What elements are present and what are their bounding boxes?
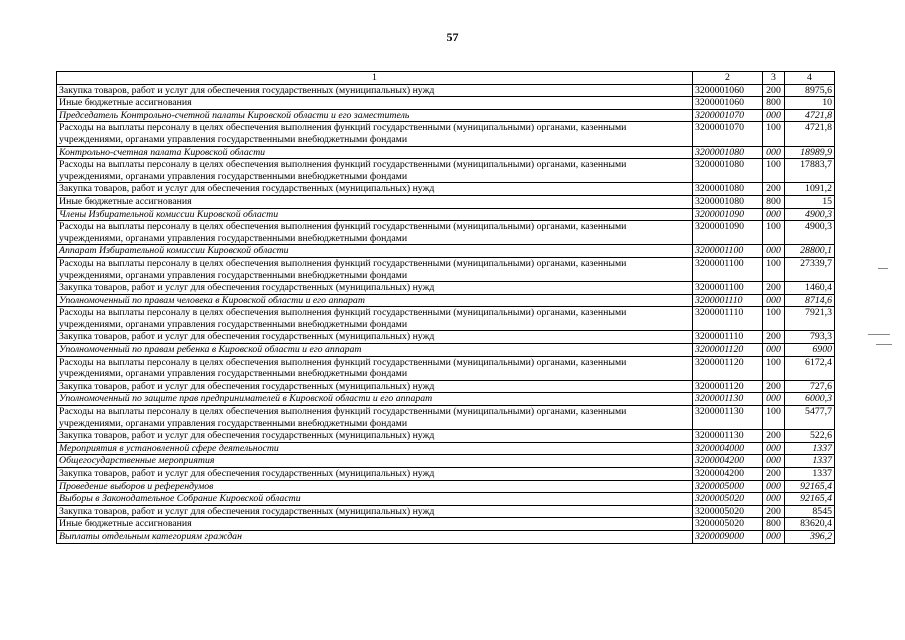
cell-type: 000	[763, 344, 785, 357]
table-row	[57, 493, 835, 506]
table-row	[57, 122, 835, 146]
cell-name: Иные бюджетные ассигнования	[57, 97, 693, 110]
cell-amount: 17883,7	[785, 159, 835, 183]
cell-code: 3200005020	[693, 518, 763, 531]
cell-name: Выплаты отдельным категориям граждан	[57, 530, 693, 543]
cell-name: Расходы на выплаты персоналу в целях обеспечения выполнения функций государственными (муниципальными) органами, казенными учреждениями, органами управления государственными внебюджетными фондами	[57, 257, 693, 281]
cell-code: 3200005020	[693, 493, 763, 506]
cell-name: Проведение выборов и референдумов	[57, 480, 693, 493]
table-row	[57, 307, 835, 331]
cell-amount: 4900,3	[785, 208, 835, 221]
table-row	[57, 331, 835, 344]
cell-type: 100	[763, 307, 785, 331]
cell-amount: 92165,4	[785, 480, 835, 493]
cell-code: 3200001100	[693, 282, 763, 295]
header-cell-code: 2	[693, 72, 763, 85]
table-row	[57, 505, 835, 518]
table-row	[57, 294, 835, 307]
cell-type: 000	[763, 294, 785, 307]
cell-type: 200	[763, 331, 785, 344]
header-cell-type: 3	[763, 72, 785, 85]
cell-code: 3200001070	[693, 109, 763, 122]
table-row	[57, 195, 835, 208]
table-row	[57, 97, 835, 110]
cell-code: 3200001060	[693, 97, 763, 110]
cell-code: 3200001120	[693, 344, 763, 357]
table-row	[57, 406, 835, 430]
cell-code: 3200001110	[693, 307, 763, 331]
cell-type: 100	[763, 406, 785, 430]
cell-amount: 4721,8	[785, 109, 835, 122]
cell-code: 3200001130	[693, 430, 763, 443]
cell-code: 3200001130	[693, 406, 763, 430]
cell-name: Расходы на выплаты персоналу в целях обеспечения выполнения функций государственными (муниципальными) органами, казенными учреждениями, органами управления государственными внебюджетными фондами	[57, 406, 693, 430]
cell-code: 3200004000	[693, 442, 763, 455]
cell-amount: 1337	[785, 468, 835, 481]
cell-amount: 15	[785, 195, 835, 208]
cell-amount: 1091,2	[785, 183, 835, 196]
table-row	[57, 518, 835, 531]
table-body	[57, 72, 835, 544]
budget-table	[56, 71, 835, 544]
cell-name: Выборы в Законодательное Собрание Кировской области	[57, 493, 693, 506]
cell-amount: 727,6	[785, 380, 835, 393]
cell-type: 000	[763, 208, 785, 221]
cell-code: 3200005020	[693, 505, 763, 518]
cell-code: 3200001080	[693, 183, 763, 196]
cell-name: Члены Избирательной комиссии Кировской области	[57, 208, 693, 221]
cell-amount: 6172,4	[785, 356, 835, 380]
cell-type: 100	[763, 356, 785, 380]
cell-name: Закупка товаров, работ и услуг для обеспечения государственных (муниципальных) нужд	[57, 380, 693, 393]
cell-amount: 522,6	[785, 430, 835, 443]
cell-name: Расходы на выплаты персоналу в целях обеспечения выполнения функций государственными (муниципальными) органами, казенными учреждениями, органами управления государственными внебюджетными фондами	[57, 307, 693, 331]
cell-type: 800	[763, 518, 785, 531]
table-row	[57, 455, 835, 468]
table-row	[57, 245, 835, 258]
cell-name: Мероприятия в установленной сфере деятельности	[57, 442, 693, 455]
cell-name: Аппарат Избирательной комиссии Кировской области	[57, 245, 693, 258]
cell-code: 3200001120	[693, 380, 763, 393]
cell-name: Расходы на выплаты персоналу в целях обеспечения выполнения функций государственными (муниципальными) органами, казенными учреждениями, органами управления государственными внебюджетными фондами	[57, 221, 693, 245]
cell-code: 3200001120	[693, 356, 763, 380]
cell-name: Закупка товаров, работ и услуг для обеспечения государственных (муниципальных) нужд	[57, 468, 693, 481]
cell-name: Закупка товаров, работ и услуг для обеспечения государственных (муниципальных) нужд	[57, 430, 693, 443]
cell-name: Закупка товаров, работ и услуг для обеспечения государственных (муниципальных) нужд	[57, 183, 693, 196]
table-row	[57, 480, 835, 493]
cell-code: 3200001100	[693, 245, 763, 258]
cell-type: 000	[763, 480, 785, 493]
cell-code: 3200001090	[693, 221, 763, 245]
cell-amount: 793,3	[785, 331, 835, 344]
table-row	[57, 257, 835, 281]
cell-type: 000	[763, 245, 785, 258]
table-row	[57, 221, 835, 245]
cell-amount: 8714,6	[785, 294, 835, 307]
cell-name: Иные бюджетные ассигнования	[57, 518, 693, 531]
cell-code: 3200001100	[693, 257, 763, 281]
cell-code: 3200001070	[693, 122, 763, 146]
table-row	[57, 109, 835, 122]
cell-code: 3200001110	[693, 294, 763, 307]
cell-amount: 1337	[785, 442, 835, 455]
cell-type: 200	[763, 183, 785, 196]
cell-name: Контрольно-счетная палата Кировской области	[57, 146, 693, 159]
cell-name: Расходы на выплаты персоналу в целях обеспечения выполнения функций государственными (муниципальными) органами, казенными учреждениями, органами управления государственными внебюджетными фондами	[57, 122, 693, 146]
cell-name: Уполномоченный по защите прав предпринимателей в Кировской области и его аппарат	[57, 393, 693, 406]
table-row	[57, 430, 835, 443]
cell-type: 100	[763, 122, 785, 146]
table-row	[57, 530, 835, 543]
cell-type: 800	[763, 97, 785, 110]
cell-amount: 6900	[785, 344, 835, 357]
cell-type: 000	[763, 493, 785, 506]
cell-name: Уполномоченный по правам ребенка в Кировской области и его аппарат	[57, 344, 693, 357]
cell-name: Закупка товаров, работ и услуг для обеспечения государственных (муниципальных) нужд	[57, 331, 693, 344]
scan-speck	[878, 268, 888, 269]
scan-speck	[876, 344, 892, 345]
scan-speck	[868, 334, 890, 335]
cell-type: 000	[763, 442, 785, 455]
cell-code: 3200004200	[693, 468, 763, 481]
table-row	[57, 356, 835, 380]
cell-code: 3200009000	[693, 530, 763, 543]
cell-code: 3200001080	[693, 146, 763, 159]
cell-type: 100	[763, 159, 785, 183]
cell-amount: 396,2	[785, 530, 835, 543]
cell-name: Расходы на выплаты персоналу в целях обеспечения выполнения функций государственными (муниципальными) органами, казенными учреждениями, органами управления государственными внебюджетными фондами	[57, 356, 693, 380]
cell-type: 200	[763, 282, 785, 295]
cell-amount: 1337	[785, 455, 835, 468]
table-row	[57, 183, 835, 196]
cell-code: 3200001130	[693, 393, 763, 406]
cell-type: 800	[763, 195, 785, 208]
cell-name: Общегосударственные мероприятия	[57, 455, 693, 468]
table-row	[57, 344, 835, 357]
cell-type: 200	[763, 84, 785, 97]
cell-type: 200	[763, 380, 785, 393]
cell-amount: 1460,4	[785, 282, 835, 295]
cell-name: Закупка товаров, работ и услуг для обеспечения государственных (муниципальных) нужд	[57, 84, 693, 97]
cell-type: 200	[763, 430, 785, 443]
cell-amount: 5477,7	[785, 406, 835, 430]
cell-code: 3200001080	[693, 195, 763, 208]
cell-amount: 27339,7	[785, 257, 835, 281]
cell-code: 3200001080	[693, 159, 763, 183]
cell-name: Уполномоченный по правам человека в Кировской области и его аппарат	[57, 294, 693, 307]
header-cell-name: 1	[57, 72, 693, 85]
cell-name: Закупка товаров, работ и услуг для обеспечения государственных (муниципальных) нужд	[57, 505, 693, 518]
cell-type: 100	[763, 221, 785, 245]
table-row	[57, 468, 835, 481]
cell-code: 3200001090	[693, 208, 763, 221]
cell-amount: 8975,6	[785, 84, 835, 97]
table-row	[57, 380, 835, 393]
table-row	[57, 442, 835, 455]
cell-type: 200	[763, 505, 785, 518]
cell-amount: 83620,4	[785, 518, 835, 531]
cell-type: 000	[763, 530, 785, 543]
page-number: 57	[446, 30, 459, 44]
table-row	[57, 282, 835, 295]
cell-name: Председатель Контрольно-счетной палаты Кировской области и его заместитель	[57, 109, 693, 122]
cell-code: 3200001110	[693, 331, 763, 344]
cell-amount: 8545	[785, 505, 835, 518]
cell-type: 000	[763, 393, 785, 406]
cell-type: 000	[763, 455, 785, 468]
cell-amount: 7921,3	[785, 307, 835, 331]
cell-type: 200	[763, 468, 785, 481]
cell-type: 000	[763, 109, 785, 122]
table-row	[57, 393, 835, 406]
table-row	[57, 159, 835, 183]
cell-code: 3200004200	[693, 455, 763, 468]
cell-code: 3200005000	[693, 480, 763, 493]
header-cell-amount: 4	[785, 72, 835, 85]
table-row	[57, 146, 835, 159]
cell-amount: 28800,1	[785, 245, 835, 258]
cell-amount: 6000,3	[785, 393, 835, 406]
cell-amount: 4900,3	[785, 221, 835, 245]
cell-name: Иные бюджетные ассигнования	[57, 195, 693, 208]
cell-type: 100	[763, 257, 785, 281]
cell-code: 3200001060	[693, 84, 763, 97]
cell-amount: 4721,8	[785, 122, 835, 146]
table-row	[57, 84, 835, 97]
cell-type: 000	[763, 146, 785, 159]
cell-name: Закупка товаров, работ и услуг для обеспечения государственных (муниципальных) нужд	[57, 282, 693, 295]
cell-amount: 18989,9	[785, 146, 835, 159]
cell-amount: 92165,4	[785, 493, 835, 506]
table-header-row	[57, 72, 835, 85]
table-row	[57, 208, 835, 221]
cell-amount: 10	[785, 97, 835, 110]
cell-name: Расходы на выплаты персоналу в целях обеспечения выполнения функций государственными (муниципальными) органами, казенными учреждениями, органами управления государственными внебюджетными фондами	[57, 159, 693, 183]
